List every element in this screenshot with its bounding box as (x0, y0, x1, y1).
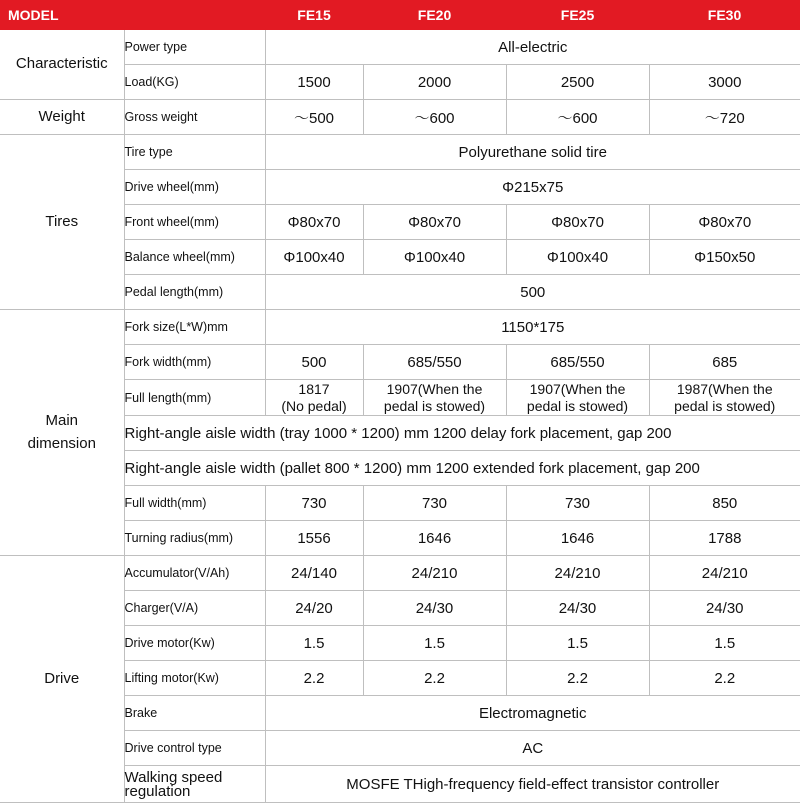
label-full-width: Full width(mm) (124, 486, 265, 521)
value-brake: Electromagnetic (265, 696, 800, 731)
value-front-fe25: Φ80x70 (506, 205, 649, 240)
label-power-type: Power type (124, 30, 265, 65)
category-weight: Weight (0, 100, 124, 135)
header-model-fe25: FE25 (506, 0, 649, 30)
value-lifting-motor-fe25: 2.2 (506, 661, 649, 696)
value-tire-type: Polyurethane solid tire (265, 135, 800, 170)
value-turning-fe15: 1556 (265, 521, 363, 556)
value-fork-width-fe20: 685/550 (363, 345, 506, 380)
value-accumulator-fe25: 24/210 (506, 556, 649, 591)
full-length-fe20-line1: 1907(When the (386, 380, 483, 397)
value-drive-wheel: Φ215x75 (265, 170, 800, 205)
value-balance-fe20: Φ100x40 (363, 240, 506, 275)
full-length-fe25-line1: 1907(When the (529, 380, 626, 397)
value-charger-fe25: 24/30 (506, 591, 649, 626)
row-tire-type (0, 135, 800, 170)
label-walking-speed: Walking speed regulation (124, 766, 265, 803)
value-load-fe20: 2000 (363, 65, 506, 100)
label-balance-wheel: Balance wheel(mm) (124, 240, 265, 275)
label-drive-control: Drive control type (124, 731, 265, 766)
value-accumulator-fe30: 24/210 (649, 556, 800, 591)
value-gross-fe15: ～500 (265, 100, 363, 135)
value-drive-control: AC (265, 731, 800, 766)
value-drive-motor-fe30: 1.5 (649, 626, 800, 661)
value-fork-size: 1150*175 (265, 310, 800, 345)
value-full-length-fe15 (265, 380, 363, 416)
category-main-dimension-line1: Main (45, 412, 78, 429)
value-full-width-fe20: 730 (363, 486, 506, 521)
row-fork-size (0, 310, 800, 345)
full-length-fe20-line2: pedal is stowed) (383, 397, 486, 414)
header-model-fe30: FE30 (649, 0, 800, 30)
value-load-fe30: 3000 (649, 65, 800, 100)
value-front-fe30: Φ80x70 (649, 205, 800, 240)
value-drive-motor-fe20: 1.5 (363, 626, 506, 661)
value-fork-width-fe30: 685 (649, 345, 800, 380)
value-front-fe20: Φ80x70 (363, 205, 506, 240)
label-drive-motor: Drive motor(Kw) (124, 626, 265, 661)
value-full-width-fe15: 730 (265, 486, 363, 521)
category-tires: Tires (0, 135, 124, 310)
row-power-type (0, 30, 800, 65)
header-row (0, 0, 800, 30)
value-balance-fe25: Φ100x40 (506, 240, 649, 275)
value-aisle-tray: Right-angle aisle width (tray 1000 * 1200) mm 1200 delay fork placement, gap 200 (124, 416, 800, 451)
full-length-fe30-line2: pedal is stowed) (674, 397, 776, 414)
value-drive-motor-fe25: 1.5 (506, 626, 649, 661)
row-accumulator (0, 556, 800, 591)
header-model: MODEL (0, 0, 265, 30)
label-accumulator: Accumulator(V/Ah) (124, 556, 265, 591)
value-turning-fe30: 1788 (649, 521, 800, 556)
full-length-fe25-line2: pedal is stowed) (526, 397, 629, 414)
label-load: Load(KG) (124, 65, 265, 100)
value-lifting-motor-fe15: 2.2 (265, 661, 363, 696)
value-pedal-length: 500 (265, 275, 800, 310)
category-main-dimension-line2: dimension (27, 434, 96, 452)
value-front-fe15: Φ80x70 (265, 205, 363, 240)
label-brake: Brake (124, 696, 265, 731)
label-charger: Charger(V/A) (124, 591, 265, 626)
value-full-width-fe30: 850 (649, 486, 800, 521)
value-balance-fe15: Φ100x40 (265, 240, 363, 275)
header-model-fe15: FE15 (265, 0, 363, 30)
value-full-length-fe25 (506, 380, 649, 416)
full-length-fe30-line1: 1987(When the (676, 380, 773, 397)
value-lifting-motor-fe30: 2.2 (649, 661, 800, 696)
value-aisle-pallet: Right-angle aisle width (pallet 800 * 1200) mm 1200 extended fork placement, gap 200 (124, 451, 800, 486)
value-power-type: All-electric (265, 30, 800, 65)
label-turning-radius: Turning radius(mm) (124, 521, 265, 556)
value-full-width-fe25: 730 (506, 486, 649, 521)
label-front-wheel: Front wheel(mm) (124, 205, 265, 240)
label-tire-type: Tire type (124, 135, 265, 170)
label-fork-width: Fork width(mm) (124, 345, 265, 380)
value-turning-fe20: 1646 (363, 521, 506, 556)
header-model-fe20: FE20 (363, 0, 506, 30)
label-fork-size: Fork size(L*W)mm (124, 310, 265, 345)
value-accumulator-fe15: 24/140 (265, 556, 363, 591)
value-gross-fe30: ～720 (649, 100, 800, 135)
label-pedal-length: Pedal length(mm) (124, 275, 265, 310)
value-fork-width-fe25: 685/550 (506, 345, 649, 380)
full-length-fe15-line2: (No pedal) (281, 397, 347, 414)
value-balance-fe30: Φ150x50 (649, 240, 800, 275)
value-charger-fe15: 24/20 (265, 591, 363, 626)
category-drive: Drive (0, 556, 124, 803)
value-accumulator-fe20: 24/210 (363, 556, 506, 591)
value-walking-speed: MOSFE THigh-frequency field-effect transistor controller (265, 766, 800, 803)
label-lifting-motor: Lifting motor(Kw) (124, 661, 265, 696)
value-lifting-motor-fe20: 2.2 (363, 661, 506, 696)
value-fork-width-fe15: 500 (265, 345, 363, 380)
category-characteristic: Characteristic (0, 30, 124, 100)
value-full-length-fe30 (649, 380, 800, 416)
value-charger-fe30: 24/30 (649, 591, 800, 626)
value-gross-fe25: ～600 (506, 100, 649, 135)
category-main-dimension (0, 310, 124, 556)
value-turning-fe25: 1646 (506, 521, 649, 556)
row-gross-weight (0, 100, 800, 135)
label-full-length: Full length(mm) (124, 380, 265, 416)
label-drive-wheel: Drive wheel(mm) (124, 170, 265, 205)
full-length-fe15-line1: 1817 (298, 380, 330, 397)
value-full-length-fe20 (363, 380, 506, 416)
value-drive-motor-fe15: 1.5 (265, 626, 363, 661)
label-gross-weight: Gross weight (124, 100, 265, 135)
value-load-fe15: 1500 (265, 65, 363, 100)
value-load-fe25: 2500 (506, 65, 649, 100)
value-gross-fe20: ～600 (363, 100, 506, 135)
value-charger-fe20: 24/30 (363, 591, 506, 626)
